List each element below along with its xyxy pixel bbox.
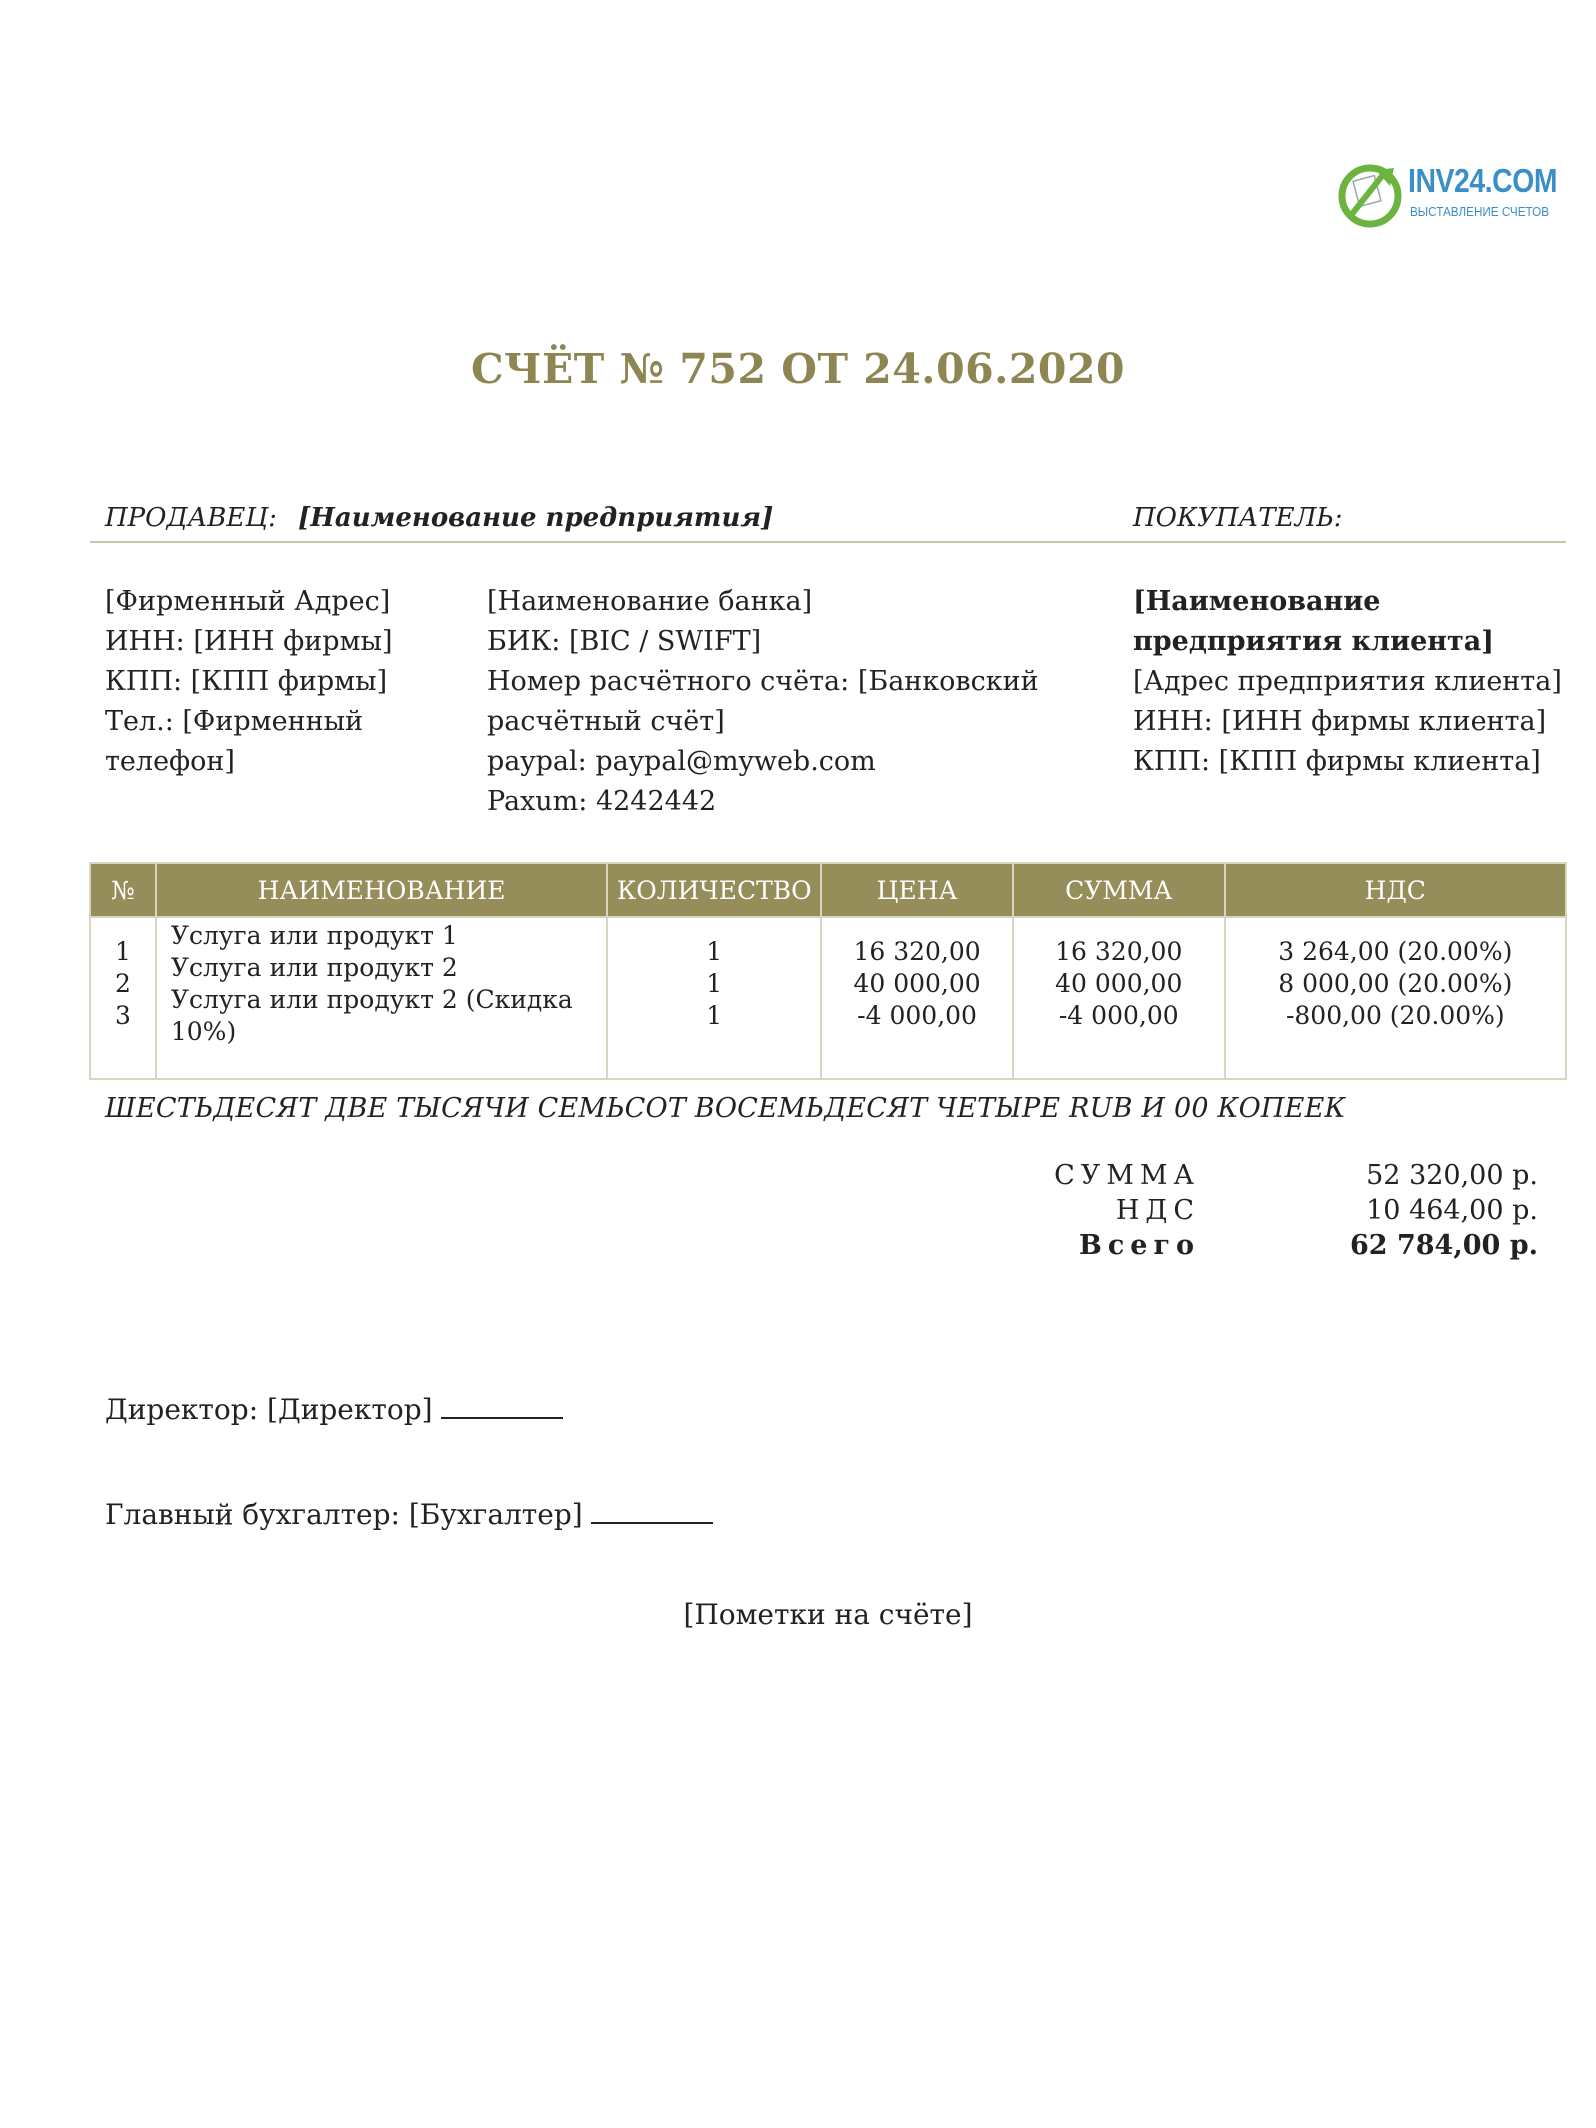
- bank-name: [Наименование банка]: [487, 586, 813, 617]
- items-table: [89, 862, 1567, 1080]
- signature-line: [441, 1395, 563, 1419]
- seller-phone-cont: телефон]: [105, 746, 235, 777]
- col-header-price: ЦЕНА: [821, 863, 1013, 917]
- bank-details: [487, 582, 1047, 822]
- item-number: 2: [114, 969, 131, 998]
- accountant-signature: [105, 1498, 713, 1531]
- bank-account: Номер расчётного счёта: [Банковский: [487, 666, 1039, 697]
- bank-bic: БИК: [BIC / SWIFT]: [487, 626, 762, 657]
- col-header-number: №: [90, 863, 156, 917]
- item-sum: -4 000,00: [1058, 1001, 1179, 1030]
- buyer-name-cont: предприятия клиента]: [1133, 626, 1495, 657]
- seller-address: [Фирменный Адрес]: [105, 586, 391, 617]
- company-logo: [1338, 158, 1558, 238]
- buyer-details: [1133, 582, 1573, 782]
- col-header-sum: СУММА: [1013, 863, 1225, 917]
- item-number: 3: [114, 1001, 131, 1030]
- item-name: Услуга или продукт 2: [170, 953, 458, 982]
- cell-names: [156, 917, 607, 1079]
- cell-numbers: [90, 917, 156, 1079]
- logo-tagline: ВЫСТАВЛЕНИЕ СЧЕТОВ: [1410, 204, 1550, 219]
- col-header-quantity: КОЛИЧЕСТВО: [607, 863, 821, 917]
- col-header-vat: НДС: [1225, 863, 1566, 917]
- vat-value: 10 464,00 р.: [1366, 1195, 1538, 1226]
- seller-inn: ИНН: [ИНН фирмы]: [105, 626, 393, 657]
- buyer-label: ПОКУПАТЕЛЬ:: [1133, 503, 1343, 533]
- item-vat: 3 264,00 (20.00%): [1278, 937, 1513, 966]
- vat-label: НДС: [1115, 1195, 1200, 1226]
- item-sum: 16 320,00: [1055, 937, 1183, 966]
- seller-phone: Тел.: [Фирменный: [105, 706, 364, 737]
- logo-mark-icon: [1338, 158, 1406, 230]
- sum-label: СУММА: [1054, 1160, 1200, 1191]
- item-name: Услуга или продукт 2 (Скидка: [170, 985, 573, 1014]
- invoice-title: СЧЁТ № 752 ОТ 24.06.2020: [470, 345, 1126, 393]
- invoice-notes: [Пометки на счёте]: [683, 1598, 973, 1631]
- table-row: [90, 917, 1566, 1079]
- cell-vat: [1225, 917, 1566, 1079]
- item-quantity: 1: [706, 937, 723, 966]
- cell-sums: [1013, 917, 1225, 1079]
- item-name: Услуга или продукт 1: [170, 921, 458, 950]
- item-price: -4 000,00: [857, 1001, 977, 1030]
- logo-brand: INV24.COM: [1408, 162, 1558, 199]
- bank-account-cont: расчётный счёт]: [487, 706, 725, 737]
- item-sum: 40 000,00: [1055, 969, 1183, 998]
- seller-details: [105, 582, 405, 782]
- seller-label: ПРОДАВЕЦ:: [105, 503, 277, 533]
- table-header-row: [90, 863, 1566, 917]
- director-label: Директор: [Директор]: [105, 1393, 433, 1426]
- item-number: 1: [114, 937, 131, 966]
- signature-line: [591, 1500, 713, 1524]
- item-vat: -800,00 (20.00%): [1285, 1001, 1505, 1030]
- buyer-kpp: КПП: [КПП фирмы клиента]: [1133, 746, 1541, 777]
- accountant-label: Главный бухгалтер: [Бухгалтер]: [105, 1498, 583, 1531]
- total-value: 62 784,00 р.: [1350, 1230, 1538, 1261]
- cell-quantities: [607, 917, 821, 1079]
- buyer-name: [Наименование: [1133, 586, 1381, 617]
- paypal: paypal: paypal@myweb.com: [487, 746, 876, 777]
- item-name-cont: 10%): [170, 1017, 237, 1046]
- total-label: Всего: [1079, 1230, 1200, 1261]
- item-vat: 8 000,00 (20.00%): [1278, 969, 1513, 998]
- item-price: 16 320,00: [853, 937, 981, 966]
- buyer-inn: ИНН: [ИНН фирмы клиента]: [1133, 706, 1547, 737]
- item-quantity: 1: [706, 969, 723, 998]
- amount-in-words: ШЕСТЬДЕСЯТ ДВЕ ТЫСЯЧИ СЕМЬСОТ ВОСЕМЬДЕСЯТ ЧЕТЫРЕ RUB И 00 КОПЕЕК: [105, 1093, 1346, 1124]
- director-signature: [105, 1393, 563, 1426]
- cell-prices: [821, 917, 1013, 1079]
- divider: [90, 541, 1566, 543]
- seller-name: [Наименование предприятия]: [298, 503, 774, 533]
- seller-kpp: КПП: [КПП фирмы]: [105, 666, 388, 697]
- item-price: 40 000,00: [853, 969, 981, 998]
- col-header-name: НАИМЕНОВАНИЕ: [156, 863, 607, 917]
- paxum: Paxum: 4242442: [487, 786, 717, 817]
- sum-value: 52 320,00 р.: [1366, 1160, 1538, 1191]
- item-quantity: 1: [706, 1001, 723, 1030]
- buyer-address: [Адрес предприятия клиента]: [1133, 666, 1562, 697]
